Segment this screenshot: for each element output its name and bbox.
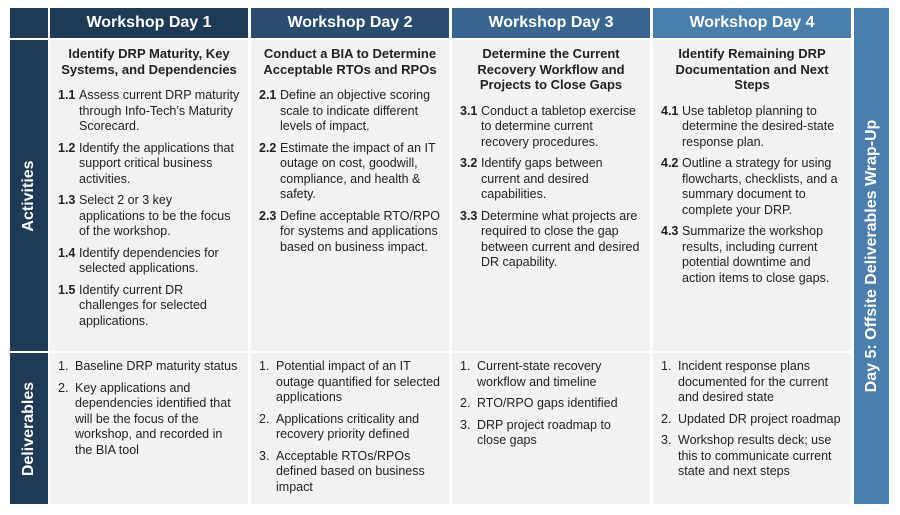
day-1-deliverables-cell	[50, 353, 248, 504]
day-3-header: Workshop Day 3	[452, 8, 650, 38]
activity-item: 3.3 Determine what projects are required to close the gap between current and desired DR capability.	[460, 208, 640, 269]
activity-item: 4.1 Use tabletop planning to determine the desired-state response plan.	[661, 103, 835, 149]
deliverable-item: 3. DRP project roadmap to close gaps	[460, 417, 611, 447]
deliverables-label: Deliverables	[20, 381, 37, 476]
deliverable-item: 2. Key applications and dependencies identified that will be the focus of the workshop, and recorded in the BIA tool	[58, 380, 231, 457]
activity-item: 4.2 Outline a strategy for using flowcharts, checklists, and a summary document to complete your DRP.	[661, 156, 838, 217]
activity-item: 2.2 Estimate the impact of an IT outage on cost, goodwill, compliance, and health & safety.	[259, 140, 436, 201]
day-2-activities-cell	[251, 40, 449, 351]
day-5-label: Day 5: Offsite Deliverables Wrap-Up	[862, 119, 880, 393]
corner-cell	[10, 8, 48, 38]
activity-item: 1.3 Select 2 or 3 key applications to be the focus of the workshop.	[58, 193, 231, 238]
activity-item: 1.5 Identify current DR challenges for selected applications.	[58, 282, 207, 328]
activity-item: 1.2 Identify the applications that support critical business activities.	[58, 140, 234, 186]
deliverable-item: 1. Current-state recovery workflow and timeline	[460, 359, 602, 389]
deliverable-item: 1. Baseline DRP maturity status	[58, 359, 238, 373]
deliverable-item: 1. Potential impact of an IT outage quantified for selected applications	[259, 359, 441, 404]
day-1-activities-cell	[50, 40, 248, 351]
deliverable-item: 1. Incident response plans documented for the current and desired state	[661, 359, 829, 404]
day-2-deliverables-cell	[251, 353, 449, 504]
day-3-title: Determine the Current Recovery Workflow and Projects to Close Gaps	[477, 46, 625, 92]
activity-item: 3.1 Conduct a tabletop exercise to determine current recovery procedures.	[460, 103, 636, 149]
day-1-header: Workshop Day 1	[50, 8, 248, 38]
day-2-header: Workshop Day 2	[251, 8, 449, 38]
day-2-title: Conduct a BIA to Determine Acceptable RTOs and RPOs	[263, 46, 437, 77]
activity-item: 3.2 Identify gaps between current and desired capabilities.	[460, 156, 603, 201]
deliverable-item: 2. Applications criticality and recovery priority defined	[259, 411, 420, 441]
day-3-activities-cell	[452, 40, 650, 351]
day-3-deliverables-cell	[452, 353, 650, 504]
deliverables-row-label	[10, 353, 48, 504]
day-5-side-bar	[854, 8, 889, 504]
activity-item: 2.3 Define acceptable RTO/RPO for systems and applications based on business impact.	[259, 208, 441, 254]
deliverable-item: 3. Acceptable RTOs/RPOs defined based on business impact	[259, 448, 425, 494]
deliverable-item: 2. RTO/RPO gaps identified	[460, 396, 618, 410]
day-4-activities-cell	[653, 40, 851, 351]
day-4-deliverables-cell	[653, 353, 851, 504]
activity-item: 1.1 Assess current DRP maturity through Info-Tech’s Maturity Scorecard.	[58, 88, 240, 133]
day-1-title: Identify DRP Maturity, Key Systems, and Dependencies	[61, 46, 237, 77]
activities-row-label	[10, 40, 48, 351]
activity-item: 4.3 Summarize the workshop results, including current potential downtime and action items to close gaps.	[661, 224, 830, 285]
day-4-title: Identify Remaining DRP Documentation and Next Steps	[675, 46, 829, 92]
day-4-header: Workshop Day 4	[653, 8, 851, 38]
activities-label: Activities	[20, 159, 37, 232]
deliverable-item: 2. Updated DR project roadmap	[661, 411, 841, 426]
activity-item: 1.4 Identify dependencies for selected applications.	[58, 245, 219, 275]
deliverable-item: 3. Workshop results deck; use this to communicate current state and next steps	[661, 433, 832, 478]
activity-item: 2.1 Define an objective scoring scale to indicate different levels of impact.	[259, 88, 431, 133]
